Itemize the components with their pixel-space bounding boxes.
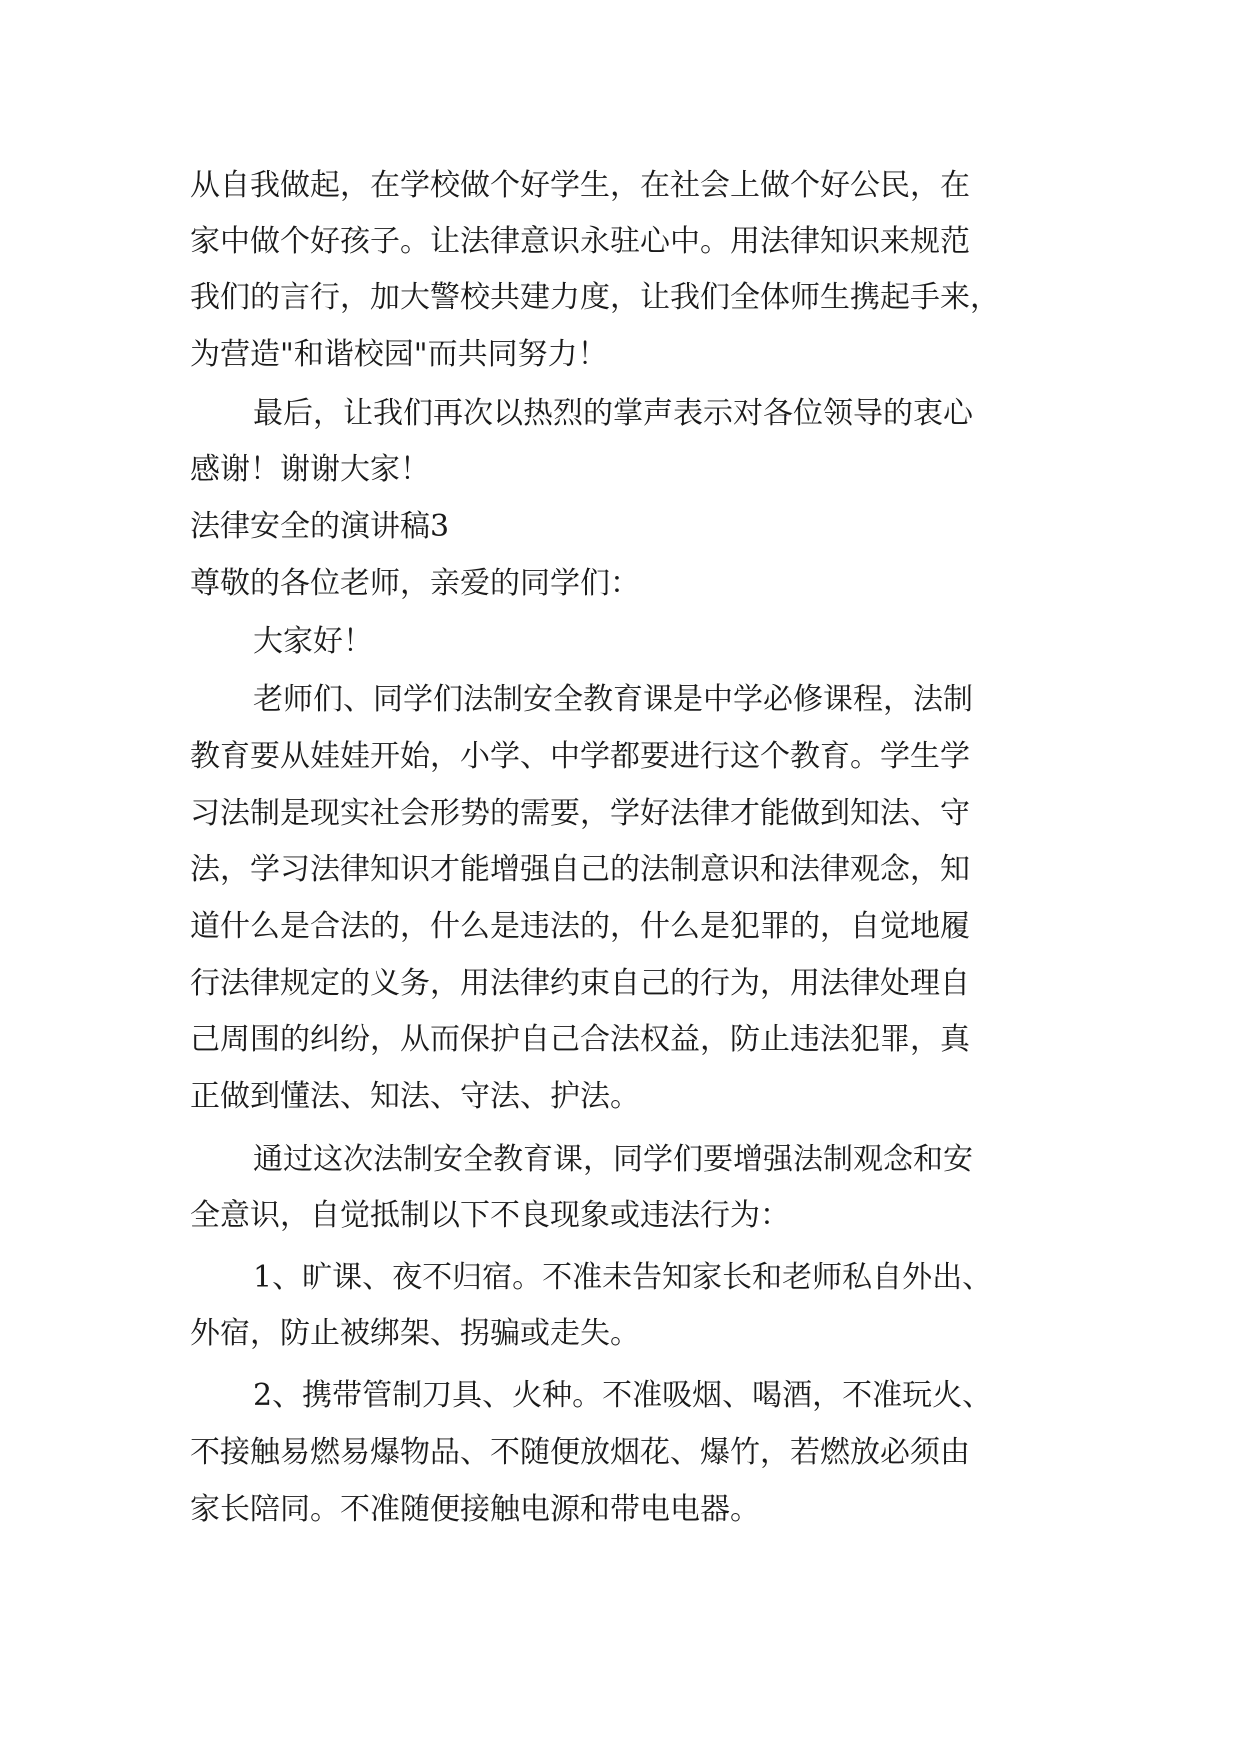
greeting: 大家好！ [253, 624, 373, 659]
text-line: 教育要从娃娃开始，小学、中学都要进行这个教育。学生学 [190, 739, 970, 774]
text-line: 行法律规定的义务，用法律约束自己的行为，用法律处理自 [190, 966, 970, 1001]
text-line: 从自我做起，在学校做个好学生，在社会上做个好公民，在 [190, 168, 970, 203]
text-line: 法，学习法律知识才能增强自己的法制意识和法律观念，知 [190, 852, 970, 887]
text-line: 家中做个好孩子。让法律意识永驻心中。用法律知识来规范 [190, 224, 970, 259]
list-item: 1、旷课、夜不归宿。不准未告知家长和老师私自外出、 [253, 1260, 993, 1295]
text-line: 道什么是合法的，什么是违法的，什么是犯罪的，自觉地履 [190, 909, 970, 944]
text-line: 我们的言行，加大警校共建力度，让我们全体师生携起手来， [190, 280, 1000, 315]
section-title: 法律安全的演讲稿3 [190, 509, 450, 544]
text-line: 为营造"和谐校园"而共同努力！ [190, 337, 608, 372]
text-line: 己周围的纠纷，从而保护自己合法权益，防止违法犯罪，真 [190, 1022, 970, 1057]
text-line: 全意识，自觉抵制以下不良现象或违法行为： [190, 1198, 790, 1233]
text-line: 家长陪同。不准随便接触电源和带电电器。 [190, 1492, 760, 1527]
text-line: 感谢！谢谢大家！ [190, 452, 430, 487]
text-line: 正做到懂法、知法、守法、护法。 [190, 1079, 640, 1114]
text-line: 不接触易燃易爆物品、不随便放烟花、爆竹，若燃放必须由 [190, 1435, 970, 1470]
list-item: 2、携带管制刀具、火种。不准吸烟、喝酒，不准玩火、 [253, 1378, 993, 1413]
text-line: 老师们、同学们法制安全教育课是中学必修课程，法制 [253, 682, 973, 717]
text-line: 外宿，防止被绑架、拐骗或走失。 [190, 1316, 640, 1351]
text-line: 通过这次法制安全教育课，同学们要增强法制观念和安 [253, 1142, 973, 1177]
text-line: 习法制是现实社会形势的需要，学好法律才能做到知法、守 [190, 796, 970, 831]
salutation: 尊敬的各位老师，亲爱的同学们： [190, 566, 640, 601]
text-line: 最后，让我们再次以热烈的掌声表示对各位领导的衷心 [253, 396, 973, 431]
